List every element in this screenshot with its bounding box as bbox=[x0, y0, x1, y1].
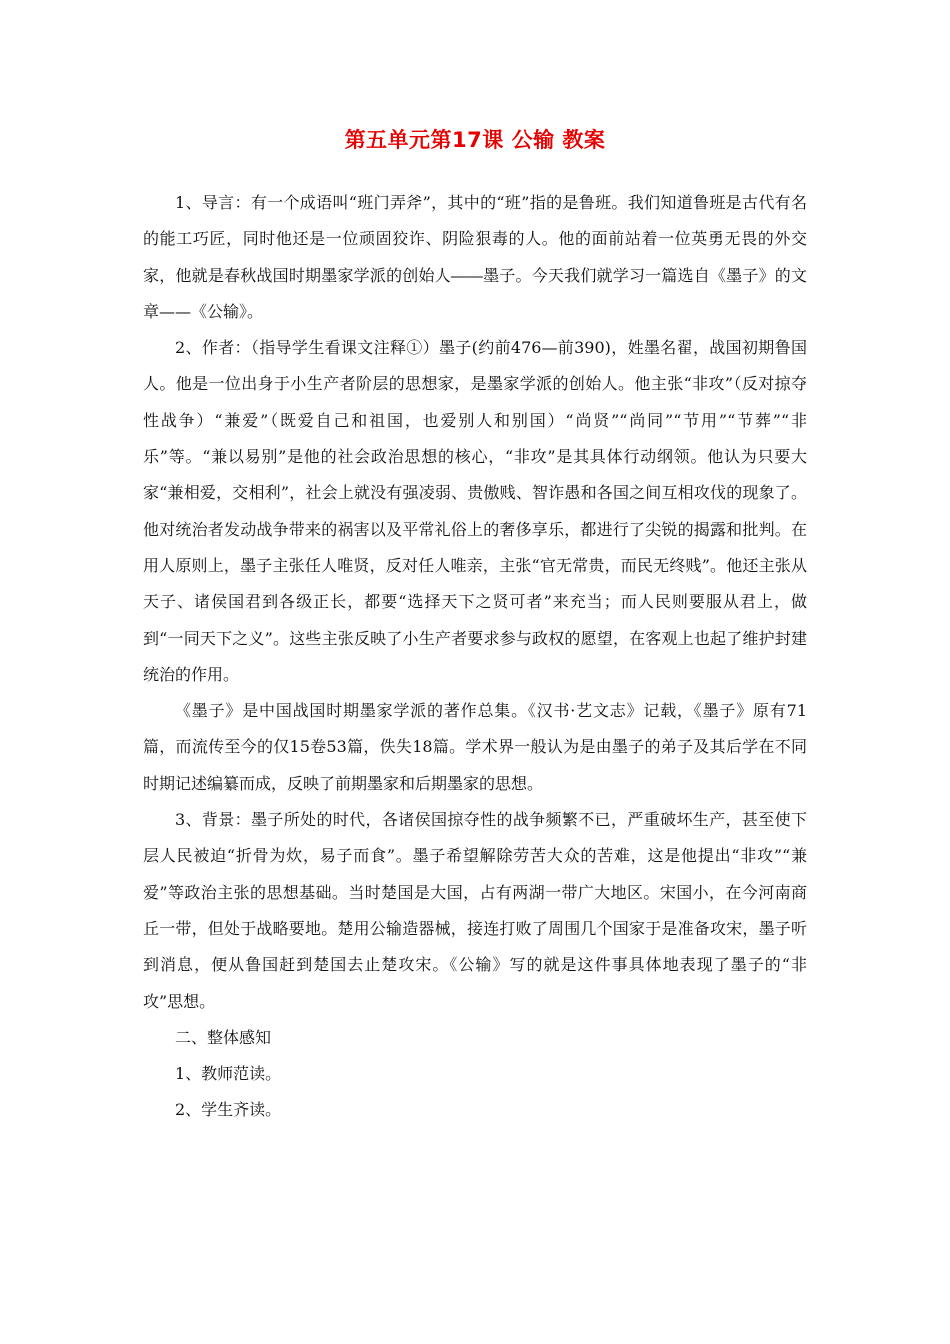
paragraph-introduction: 1、导言：有一个成语叫“班门弄斧”，其中的“班”指的是鲁班。我们知道鲁班是古代有名的能工巧匠，同时他还是一位顽固狡诈、阴险狠毒的人。他的面前站着一位英勇无畏的外交家，他就是春秋战国时期墨家学派的创始人――墨子。今天我们就学习一篇选自《墨子》的文章——《公输》。 bbox=[143, 193, 807, 321]
paragraph-author: 2、作者：（指导学生看课文注释①）墨子(约前476—前390)，姓墨名翟，战国初期鲁国人。他是一位出身于小生产者阶层的思想家，是墨家学派的创始人。他主张“非攻”（反对掠夺性战争）“兼爱”（既爱自己和祖国，也爱别人和别国）“尚贤”“尚同”“节用”“节葬”“非乐”等。“兼以易别”是他的社会政治思想的核心，“非攻”是其具体行动纲领。他认为只要大家“兼相爱，交相利”，社会上就没有强凌弱、贵傲贱、智诈愚和各国之间互相攻伐的现象了。他对统治者发动战争带来的祸害以及平常礼俗上的奢侈享乐，都进行了尖锐的揭露和批判。在用人原则上，墨子主张任人唯贤，反对任人唯亲，主张“官无常贵，而民无终贱”。他还主张从天子、诸侯国君到各级正长，都要“选择天下之贤可者”来充当；而人民则要服从君上，做到“一同天下之义”。这些主张反映了小生产者要求参与政权的愿望，在客观上也起了维护封建统治的作用。 bbox=[143, 338, 807, 684]
list-item-teacher-reading: 1、教师范读。 bbox=[175, 1064, 282, 1084]
paragraph-background: 3、背景：墨子所处的时代，各诸侯国掠夺性的战争频繁不已，严重破坏生产，甚至使下层人民被迫“折骨为炊，易子而食”。墨子希望解除劳苦大众的苦难，这是他提出“非攻”“兼爱”等政治主张的思想基础。当时楚国是大国，占有两湖一带广大地区。宋国小，在今河南商丘一带，但处于战略要地。楚用公输造器械，接连打败了周围几个国家于是准备攻宋，墨子听到消息，便从鲁国赶到楚国去止楚攻宋。《公输》写的就是这件事具体地表现了墨子的“非攻”思想。 bbox=[143, 810, 807, 1011]
document-body bbox=[143, 185, 807, 1129]
paragraph-mozi-book: 《墨子》是中国战国时期墨家学派的著作总集。《汉书·艺文志》记载，《墨子》原有71篇，而流传至今的仅15卷53篇，佚失18篇。学术界一般认为是由墨子的弟子及其后学在不同时期记述编纂而成，反映了前期墨家和后期墨家的思想。 bbox=[143, 701, 807, 793]
list-item-student-reading: 2、学生齐读。 bbox=[175, 1100, 282, 1120]
section-heading-overall: 二、整体感知 bbox=[175, 1027, 272, 1047]
document-title: 第五单元第17课 公输 教案 bbox=[344, 128, 606, 152]
